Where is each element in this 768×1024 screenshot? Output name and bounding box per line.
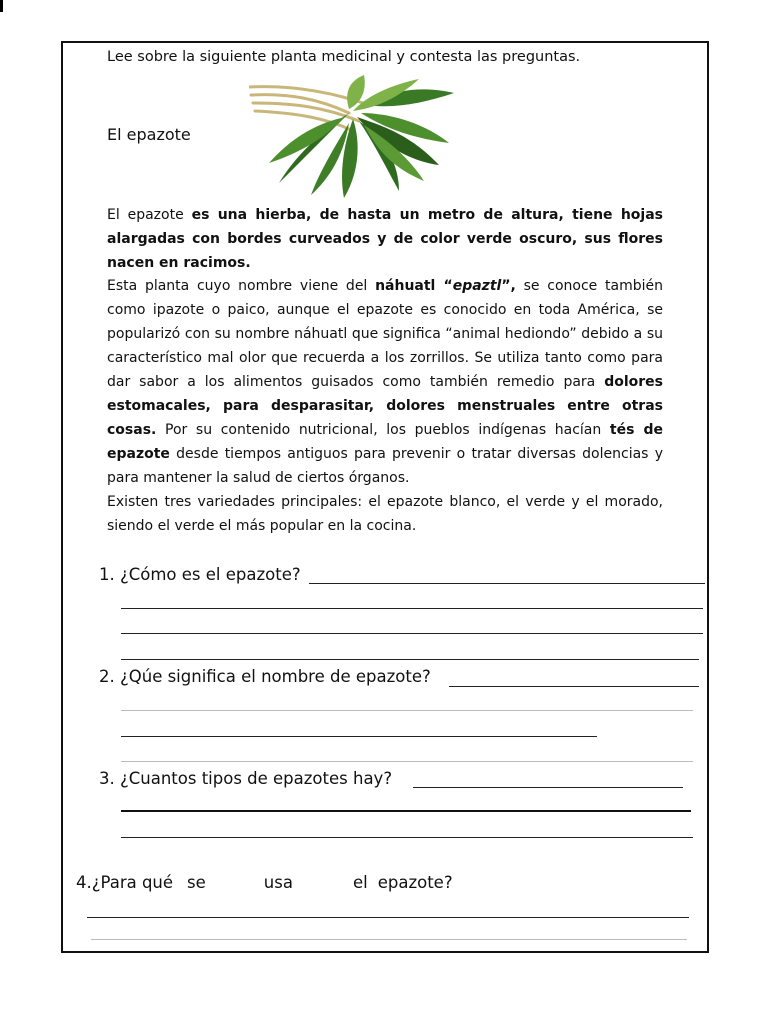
answer-line-1a[interactable] — [309, 583, 705, 584]
answer-line-4a[interactable] — [87, 917, 689, 918]
article-heading: El epazote — [107, 125, 191, 144]
corner-mark — [0, 0, 3, 12]
answer-line-3b[interactable] — [121, 810, 691, 812]
worksheet-frame — [61, 41, 709, 953]
question-4-word: epazote? — [377, 873, 453, 892]
question-1: 1. ¿Cómo es el epazote? — [99, 565, 301, 584]
text-span: se conoce también como ipazote o paico, aunque el epazote es conocido en toda América, se popularizó con su nombre náhuatl que significa “animal hediondo” debido a su característico mal olor que recuerda a los zorrillos. Se utiliza tanto como para dar sabor a los alimentos guisados como también remedio para — [107, 278, 663, 390]
paragraph-description — [107, 203, 663, 275]
bold-span: ”, — [501, 278, 516, 294]
answer-line-2c[interactable] — [121, 736, 597, 737]
epazote-plant-image — [249, 73, 461, 201]
answer-line-4b[interactable] — [91, 939, 687, 940]
bold-span: dolores estomacales, para desparasitar, dolores menstruales entre otras cosas. — [107, 374, 663, 438]
text-span: Esta planta cuyo nombre viene del — [107, 278, 376, 294]
question-4-word: se — [187, 873, 206, 892]
text-span: Por su contenido nutricional, los pueblos indígenas hacían — [156, 422, 610, 438]
question-2: 2. ¿Qúe significa el nombre de epazote? — [99, 667, 431, 686]
question-4 — [76, 873, 453, 892]
answer-line-2b[interactable] — [121, 710, 693, 711]
answer-line-1c[interactable] — [121, 633, 703, 634]
question-3: 3. ¿Cuantos tipos de epazotes hay? — [99, 769, 393, 788]
question-4-word: usa — [263, 873, 293, 892]
paragraph-origin — [107, 274, 663, 490]
answer-line-2a[interactable] — [449, 686, 699, 687]
answer-line-1d[interactable] — [121, 659, 699, 660]
instructions: Lee sobre la siguiente planta medicinal y contesta las preguntas. — [107, 49, 581, 65]
question-4-word: el — [352, 873, 368, 892]
bold-span: tés de epazote — [107, 422, 663, 462]
answer-line-2d[interactable] — [121, 761, 693, 762]
paragraph-bold: es una hierba, de hasta un metro de altura, tiene hojas alargadas con bordes curveados y de color verde oscuro, sus flores nacen en racimos. — [107, 207, 663, 271]
bold-span: náhuatl “ — [375, 278, 453, 294]
bold-italic-span: epaztl — [452, 278, 502, 294]
answer-line-3c[interactable] — [121, 837, 693, 838]
text-span: desde tiempos antiguos para prevenir o tratar diversas dolencias y para mantener la salud de ciertos órganos. — [107, 446, 663, 486]
paragraph-lead: El epazote — [107, 207, 192, 223]
question-4-word: 4.¿Para qué — [76, 873, 174, 892]
answer-line-3a[interactable] — [413, 787, 683, 788]
answer-line-1b[interactable] — [121, 608, 703, 609]
paragraph-varieties: Existen tres variedades principales: el epazote blanco, el verde y el morado, siendo el verde el más popular en la cocina. — [107, 494, 663, 534]
